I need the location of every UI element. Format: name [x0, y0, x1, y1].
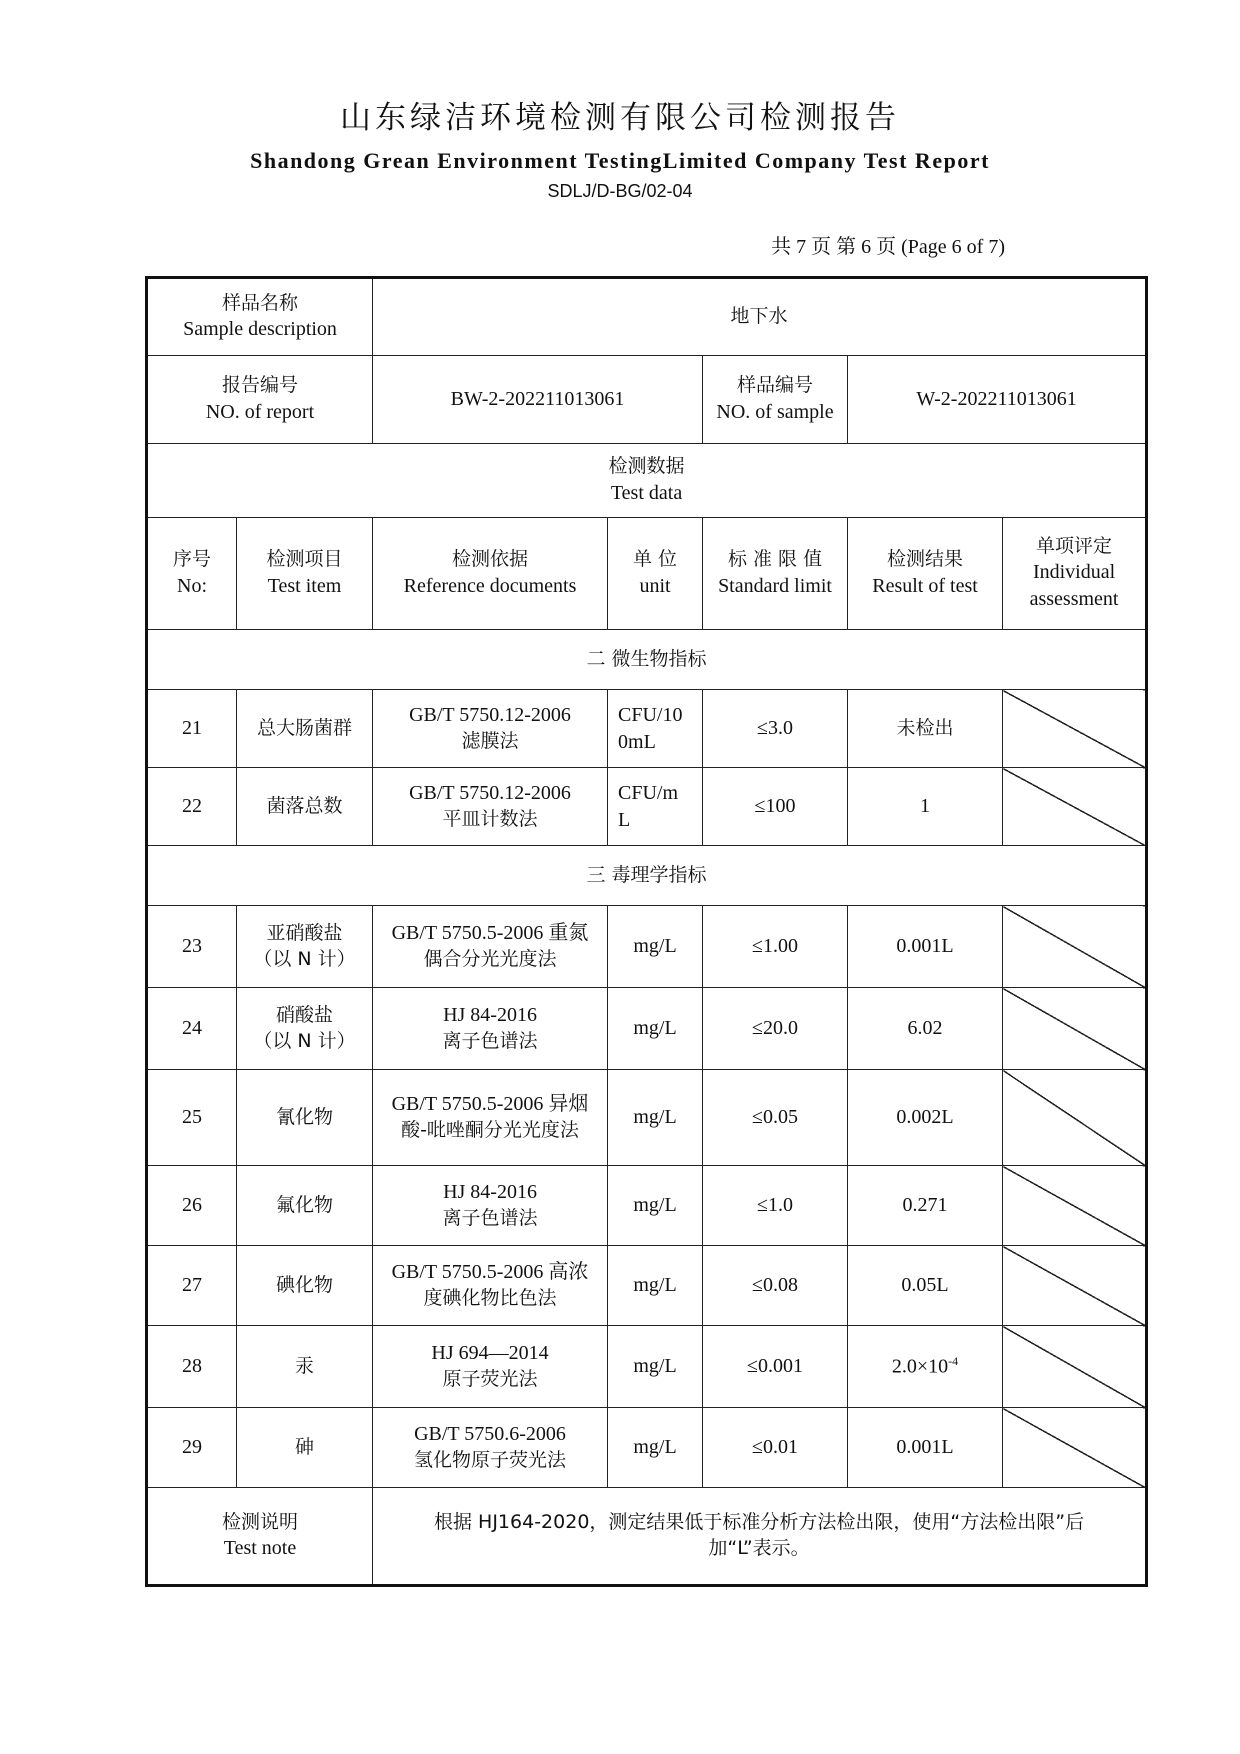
table-row: [147, 1166, 1147, 1246]
sample-row: [147, 278, 1147, 356]
row-unit: [608, 768, 703, 846]
row-no: 21: [147, 690, 237, 768]
row-no: 25: [147, 1070, 237, 1166]
row-item: [237, 1326, 373, 1408]
column-header-row: [147, 518, 1147, 630]
col-assess-zh: 单项评定: [1036, 534, 1113, 557]
note-row: [147, 1488, 1147, 1586]
test-data-label-zh: 检测数据: [608, 455, 685, 478]
table-row: [147, 768, 1147, 846]
table-row: [147, 988, 1147, 1070]
row-ref-line1: HJ 84-2016: [443, 1181, 537, 1204]
row-item: [237, 1408, 373, 1488]
col-ref-en: Reference documents: [403, 574, 577, 597]
report-title-zh: 山东绿洁环境检测有限公司检测报告: [340, 100, 900, 136]
col-assess-en1: Individual: [1032, 561, 1116, 584]
row-limit: ≤3.0: [703, 690, 848, 768]
sample-label: [147, 278, 373, 356]
row-result: 1: [848, 768, 1003, 846]
row-item-line2: （以 N 计）: [253, 947, 356, 970]
report-table: [145, 276, 1148, 1587]
row-item: [237, 988, 373, 1070]
col-item-zh: 检测项目: [266, 548, 343, 571]
col-no-en: No:: [177, 574, 207, 597]
row-item: [237, 1166, 373, 1246]
row-limit: ≤0.01: [703, 1408, 848, 1488]
col-result: [848, 518, 1003, 630]
row-ref: [373, 1408, 608, 1488]
row-no: 27: [147, 1246, 237, 1326]
row-ref-line1: GB/T 5750.12-2006: [409, 782, 571, 805]
row-ref-line2: 离子色谱法: [442, 1207, 538, 1230]
table-row: [147, 1408, 1147, 1488]
row-assessment-slash: [1003, 1166, 1147, 1246]
row-no: 23: [147, 906, 237, 988]
row-limit: ≤0.001: [703, 1326, 848, 1408]
row-no: 26: [147, 1166, 237, 1246]
note-label-zh: 检测说明: [222, 1510, 299, 1533]
row-ref: [373, 768, 608, 846]
row-item: [237, 690, 373, 768]
col-limit: [703, 518, 848, 630]
sample-no-label-en: NO. of sample: [716, 400, 834, 423]
row-item-line1: 总大肠菌群: [257, 716, 353, 739]
row-no: 28: [147, 1326, 237, 1408]
note-label: [147, 1488, 373, 1586]
sample-label-en: Sample description: [183, 318, 337, 341]
section-title: 二 微生物指标: [147, 630, 1147, 690]
section-row: [147, 630, 1147, 690]
table-row: [147, 1326, 1147, 1408]
row-unit: mg/L: [608, 1070, 703, 1166]
row-ref: [373, 906, 608, 988]
row-no: 24: [147, 988, 237, 1070]
row-result: 未检出: [848, 690, 1003, 768]
row-ref: [373, 690, 608, 768]
row-limit: ≤0.08: [703, 1246, 848, 1326]
row-ref-line1: GB/T 5750.12-2006: [409, 704, 571, 727]
table-row: [147, 690, 1147, 768]
row-assessment-slash: [1003, 768, 1147, 846]
table-row: [147, 906, 1147, 988]
row-unit: mg/L: [608, 1246, 703, 1326]
row-limit: ≤20.0: [703, 988, 848, 1070]
row-ref: [373, 1326, 608, 1408]
test-data-row: [147, 444, 1147, 518]
col-no: [147, 518, 237, 630]
report-no-label: [147, 356, 373, 444]
col-item: [237, 518, 373, 630]
col-ref: [373, 518, 608, 630]
sample-no-value: W-2-202211013061: [848, 356, 1147, 444]
report-no-label-en: NO. of report: [205, 400, 315, 423]
document-code: SDLJ/D-BG/02-04: [547, 181, 693, 201]
note-text: [373, 1488, 1147, 1586]
row-assessment-slash: [1003, 690, 1147, 768]
row-item-line1: 氰化物: [276, 1105, 334, 1128]
row-ref-line2: 酸-吡唑酮分光光度法: [401, 1119, 579, 1142]
row-item-line2: （以 N 计）: [253, 1029, 356, 1052]
report-title-en: Shandong Grean Environment TestingLimited Company Test Report: [250, 148, 990, 173]
row-result: 0.002L: [848, 1070, 1003, 1166]
page-info: 共 7 页 第 6 页 (Page 6 of 7): [771, 236, 1005, 258]
sample-label-zh: 样品名称: [222, 291, 299, 314]
row-ref-line1: HJ 84-2016: [443, 1004, 537, 1027]
section-row: [147, 846, 1147, 906]
row-ref-line1: HJ 694—2014: [431, 1342, 549, 1365]
row-assessment-slash: [1003, 906, 1147, 988]
row-ref: [373, 1166, 608, 1246]
row-assessment-slash: [1003, 988, 1147, 1070]
row-item: [237, 768, 373, 846]
row-ref-line2: 原子荧光法: [442, 1368, 538, 1391]
col-limit-en: Standard limit: [718, 574, 832, 597]
row-limit: ≤1.0: [703, 1166, 848, 1246]
note-line1: 根据 HJ164-2020，测定结果低于标准分析方法检出限，使用“方法检出限”后: [434, 1511, 1085, 1534]
row-item-line1: 菌落总数: [266, 794, 343, 817]
table-row: [147, 1246, 1147, 1326]
row-limit: ≤1.00: [703, 906, 848, 988]
row-result-base: 2.0×10: [891, 1355, 949, 1378]
row-result: [848, 1326, 1003, 1408]
test-data-label-en: Test data: [610, 481, 683, 504]
row-item-line1: 汞: [295, 1354, 315, 1377]
row-assessment-slash: [1003, 1246, 1147, 1326]
col-item-en: Test item: [267, 574, 342, 597]
row-result: 0.001L: [848, 1408, 1003, 1488]
row-limit: ≤0.05: [703, 1070, 848, 1166]
row-ref-line1: GB/T 5750.5-2006 高浓: [391, 1261, 589, 1284]
row-unit: [608, 690, 703, 768]
row-ref: [373, 988, 608, 1070]
row-ref-line1: GB/T 5750.6-2006: [414, 1423, 566, 1446]
row-unit: mg/L: [608, 1408, 703, 1488]
row-item: [237, 1246, 373, 1326]
row-no: 29: [147, 1408, 237, 1488]
row-ref: [373, 1246, 608, 1326]
row-result: 0.05L: [848, 1246, 1003, 1326]
row-assessment-slash: [1003, 1070, 1147, 1166]
col-result-zh: 检测结果: [887, 548, 964, 571]
row-item-line1: 氟化物: [276, 1193, 334, 1216]
row-assessment-slash: [1003, 1408, 1147, 1488]
sample-value: 地下水: [373, 278, 1147, 356]
row-unit-line2: L: [618, 808, 631, 831]
row-item-line1: 亚硝酸盐: [266, 921, 343, 944]
report-no-value: BW-2-202211013061: [373, 356, 703, 444]
row-unit-line2: 0mL: [618, 730, 656, 753]
sample-no-label: [703, 356, 848, 444]
row-no: 22: [147, 768, 237, 846]
col-unit: [608, 518, 703, 630]
row-item: [237, 906, 373, 988]
col-ref-zh: 检测依据: [452, 548, 529, 571]
row-result: 0.271: [848, 1166, 1003, 1246]
sample-no-label-zh: 样品编号: [737, 374, 814, 397]
row-unit: mg/L: [608, 988, 703, 1070]
row-item-line1: 碘化物: [276, 1273, 334, 1296]
row-unit: mg/L: [608, 906, 703, 988]
row-ref-line2: 滤膜法: [461, 730, 519, 753]
row-ref-line2: 氢化物原子荧光法: [414, 1449, 567, 1472]
report-no-row: [147, 356, 1147, 444]
row-ref-line1: GB/T 5750.5-2006 异烟: [391, 1093, 589, 1116]
row-unit-line1: CFU/m: [618, 781, 679, 804]
test-data-heading: [147, 444, 1147, 518]
row-limit: ≤100: [703, 768, 848, 846]
row-result-exponent: -4: [948, 1353, 959, 1368]
col-unit-en: unit: [639, 574, 671, 597]
row-item-line1: 硝酸盐: [276, 1003, 334, 1026]
note-line2: 加“L”表示。: [708, 1537, 810, 1559]
col-assess-en2: assessment: [1029, 588, 1119, 611]
row-unit-line1: CFU/10: [618, 703, 683, 726]
row-ref: [373, 1070, 608, 1166]
report-no-label-zh: 报告编号: [222, 374, 299, 397]
row-item: [237, 1070, 373, 1166]
section-title: 三 毒理学指标: [147, 846, 1147, 906]
row-ref-line2: 离子色谱法: [442, 1030, 538, 1053]
table-row: [147, 1070, 1147, 1166]
row-result: 6.02: [848, 988, 1003, 1070]
col-no-zh: 序号: [172, 548, 211, 571]
col-result-en: Result of test: [872, 574, 978, 597]
row-ref-line2: 度碘化物比色法: [423, 1287, 557, 1310]
col-unit-zh: 单 位: [632, 548, 678, 571]
col-limit-zh: 标 准 限 值: [727, 548, 823, 571]
row-unit: mg/L: [608, 1166, 703, 1246]
row-item-line1: 砷: [295, 1435, 315, 1458]
row-ref-line2: 偶合分光光度法: [423, 948, 557, 971]
row-unit: mg/L: [608, 1326, 703, 1408]
col-assess: [1003, 518, 1147, 630]
row-ref-line1: GB/T 5750.5-2006 重氮: [391, 922, 589, 945]
row-result: 0.001L: [848, 906, 1003, 988]
note-label-en: Test note: [223, 1537, 297, 1560]
row-assessment-slash: [1003, 1326, 1147, 1408]
row-ref-line2: 平皿计数法: [442, 808, 538, 831]
